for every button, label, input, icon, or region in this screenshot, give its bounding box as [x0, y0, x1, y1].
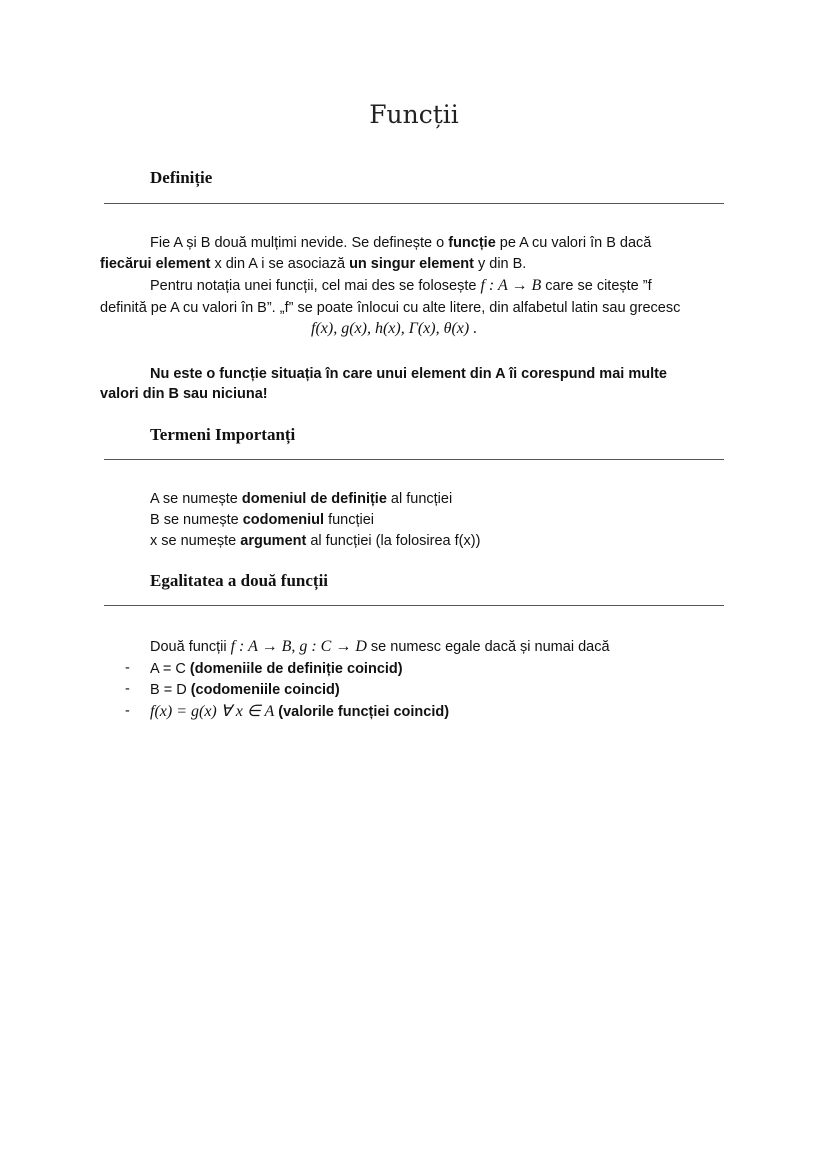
bold-text: (valorile funcției coincid): [274, 704, 450, 720]
section-heading-definition: Definiție: [150, 168, 213, 187]
bold-text: argument: [240, 533, 307, 549]
text: Pentru notația unei funcții, cel mai des se folosește: [150, 278, 481, 294]
text: A se numește: [150, 491, 242, 507]
text: Două funcții: [150, 639, 231, 655]
bold-text: domeniul de definiție: [241, 491, 387, 507]
term-line-domain: [150, 489, 452, 509]
condition-values: [150, 702, 449, 722]
text: x din A i se asociază: [210, 256, 350, 272]
math-notation: f(x), g(x), h(x), Γ(x), θ(x) .: [311, 320, 478, 337]
text: A = C: [150, 661, 190, 677]
text: al funcției (la folosirea f(x)): [306, 533, 481, 549]
definition-math-examples: [311, 319, 477, 339]
text: se numesc egale dacă și numai dacă: [366, 639, 610, 655]
text: y din B.: [473, 256, 527, 272]
text: pe A cu valori în B dacă: [495, 235, 652, 251]
text: B se numește: [150, 512, 243, 528]
note-line-2: [100, 384, 268, 404]
section-heading-terms: Termeni Importanți: [150, 425, 296, 444]
bullet-marker: -: [125, 681, 130, 697]
section-heading-equality: Egalitatea a două funcții: [150, 571, 329, 590]
condition-domain: [150, 659, 403, 679]
section-divider: [104, 203, 724, 204]
definition-line-3: [150, 276, 652, 296]
bullet-marker: -: [125, 703, 130, 719]
equality-intro: [150, 637, 610, 657]
bold-text: codomeniul: [242, 512, 325, 528]
note-line-1: [150, 364, 667, 384]
bold-text: funcție: [448, 235, 496, 251]
bold-text: valori din B sau niciuna!: [100, 386, 268, 402]
bold-text: fiecărui element: [100, 256, 211, 272]
term-line-argument: [150, 531, 480, 551]
section-divider: [104, 459, 724, 460]
text: Fie A și B două mulțimi nevide. Se definește o: [150, 235, 449, 251]
text: funcției: [324, 512, 375, 528]
math-notation: f : A → B, g : C → D: [230, 638, 367, 655]
math-notation: f : A → B: [480, 277, 542, 294]
bullet-marker: -: [125, 660, 130, 676]
page-title: Funcții: [369, 100, 459, 129]
math-notation: f(x) = g(x) ∀ x ∈ A: [150, 703, 275, 720]
section-divider: [104, 605, 724, 606]
text: B = D: [150, 682, 191, 698]
text: al funcției: [386, 491, 453, 507]
bold-text: (codomeniile coincid): [190, 682, 340, 698]
term-line-codomain: [150, 510, 374, 530]
bold-text: un singur element: [349, 256, 474, 272]
definition-line-2: [100, 254, 526, 274]
bold-text: (domeniile de definiție coincid): [189, 661, 403, 677]
text: care se citește ”f: [541, 278, 652, 294]
text: x se numește: [150, 533, 241, 549]
definition-line-1: [150, 233, 651, 253]
bold-text: Nu este o funcție situația în care unui element din A îi corespund mai multe: [150, 366, 667, 382]
condition-codomain: [150, 680, 340, 700]
definition-line-4: definită pe A cu valori în B”. „f” se poate înlocui cu alte litere, din alfabetul latin sau grecesc: [100, 300, 681, 316]
